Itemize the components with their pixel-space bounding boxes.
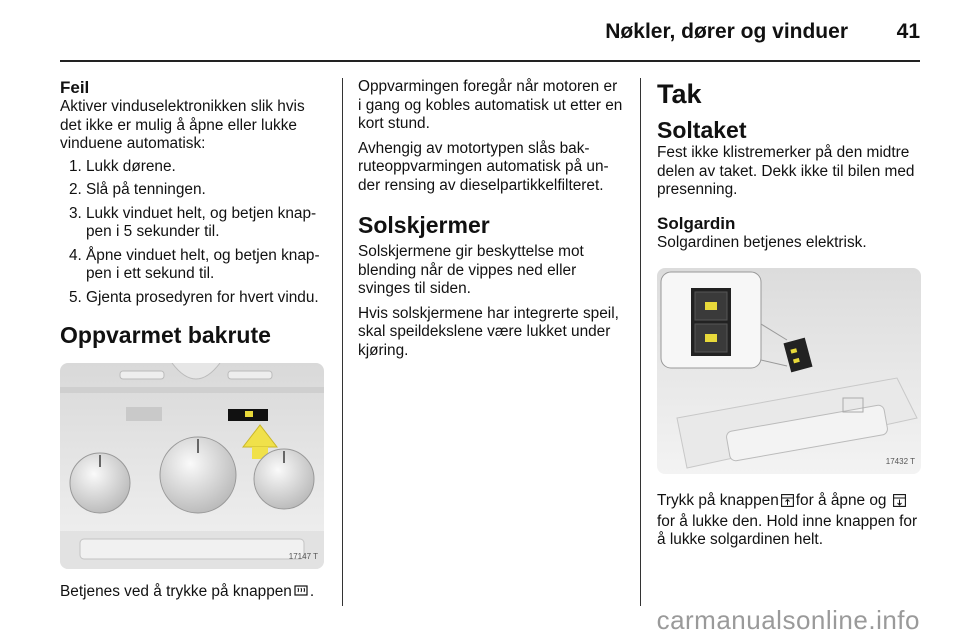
- header-rule: [60, 60, 920, 62]
- trykk-text-c: for å lukke den. Hold inne knappen for å lukke solgardinen helt.: [657, 512, 918, 548]
- trykk-text-a: Trykk på knappen: [657, 492, 779, 509]
- column-1: [60, 78, 328, 604]
- soltaket-heading: Soltaket: [657, 117, 747, 143]
- sunblind-open-icon: [781, 494, 794, 513]
- step-text: Slå på tenningen.: [86, 181, 206, 198]
- climate-control-figure: [60, 363, 324, 569]
- bakrute-text-start: Betjenes ved å trykke på knappen: [60, 583, 292, 600]
- solgardin-heading: Solgardin: [657, 213, 736, 233]
- page-number: 41: [896, 20, 920, 43]
- column-divider-2: [640, 78, 641, 606]
- mirror-text: Hvis solskjermene har integrerte speil, skal speildekslene være lukket under kjøring.: [358, 304, 619, 359]
- list-item: [60, 247, 328, 284]
- step-number: 3.: [69, 204, 82, 222]
- solskjermer-heading: Solskjermer: [358, 212, 490, 238]
- step-text: Åpne vinduet helt, og betjen knap-pen i ett sekund til.: [86, 246, 320, 282]
- feil-heading: Feil: [60, 78, 90, 97]
- step-text: Lukk dørene.: [86, 157, 176, 175]
- figure-code: 17147 T: [288, 551, 318, 561]
- roof-console-figure: [657, 268, 921, 474]
- list-item: [60, 158, 328, 177]
- sunblind-instructions: [657, 492, 923, 550]
- column-divider-1: [342, 78, 343, 606]
- step-number: 5.: [69, 288, 82, 306]
- engine-type-text: Avhengig av motortypen slås bak-ruteoppvarmingen automatisk på un-der rensing av dieselpartikkelfilteret.: [358, 139, 609, 194]
- trykk-text-b: for å åpne og: [795, 492, 887, 509]
- list-item: [60, 205, 328, 242]
- page-header: [0, 18, 960, 48]
- steps-list: [60, 158, 328, 308]
- list-item: [60, 181, 328, 200]
- step-text: Lukk vinduet helt, og betjen knap-pen i 5 sekunder til.: [86, 204, 317, 240]
- step-number: 2.: [69, 181, 82, 198]
- column-3: [657, 78, 923, 550]
- soltaket-text: Fest ikke klistremerker på den midtre delen av taket. Dekk ikke til bilen med presenning.: [657, 144, 915, 198]
- bakrute-heading: Oppvarmet bakrute: [60, 322, 271, 348]
- heating-info-text: Oppvarmingen foregår når motoren er i gang og kobles automatisk ut etter en kort stund.: [358, 78, 623, 132]
- step-number: 1.: [69, 157, 82, 175]
- roof-console-illustration: [657, 268, 921, 474]
- rear-defrost-icon: [294, 584, 308, 604]
- bakrute-text: [60, 583, 328, 604]
- feil-intro: Aktiver vinduselektronikken slik hvis det ikke er mulig å åpne eller lukke vinduene automatisk:: [60, 98, 305, 152]
- step-number: 4.: [69, 246, 82, 264]
- sunvisor-text: Solskjermene gir beskyttelse mot blending når de vippes ned eller svinges til siden.: [358, 243, 584, 297]
- list-item: [60, 289, 328, 308]
- tak-heading: Tak: [657, 79, 702, 109]
- sunblind-close-icon: [893, 494, 906, 513]
- solgardin-text: Solgardinen betjenes elektrisk.: [657, 233, 867, 251]
- header-title: Nøkler, dører og vinduer: [605, 20, 848, 43]
- watermark: carmanualsonline.info: [656, 605, 920, 635]
- column-2: [358, 78, 624, 360]
- bakrute-text-end: .: [309, 583, 315, 600]
- figure-code: 17432 T: [885, 456, 915, 466]
- step-text: Gjenta prosedyren for hvert vindu.: [86, 288, 319, 306]
- climate-panel-illustration: [60, 363, 324, 569]
